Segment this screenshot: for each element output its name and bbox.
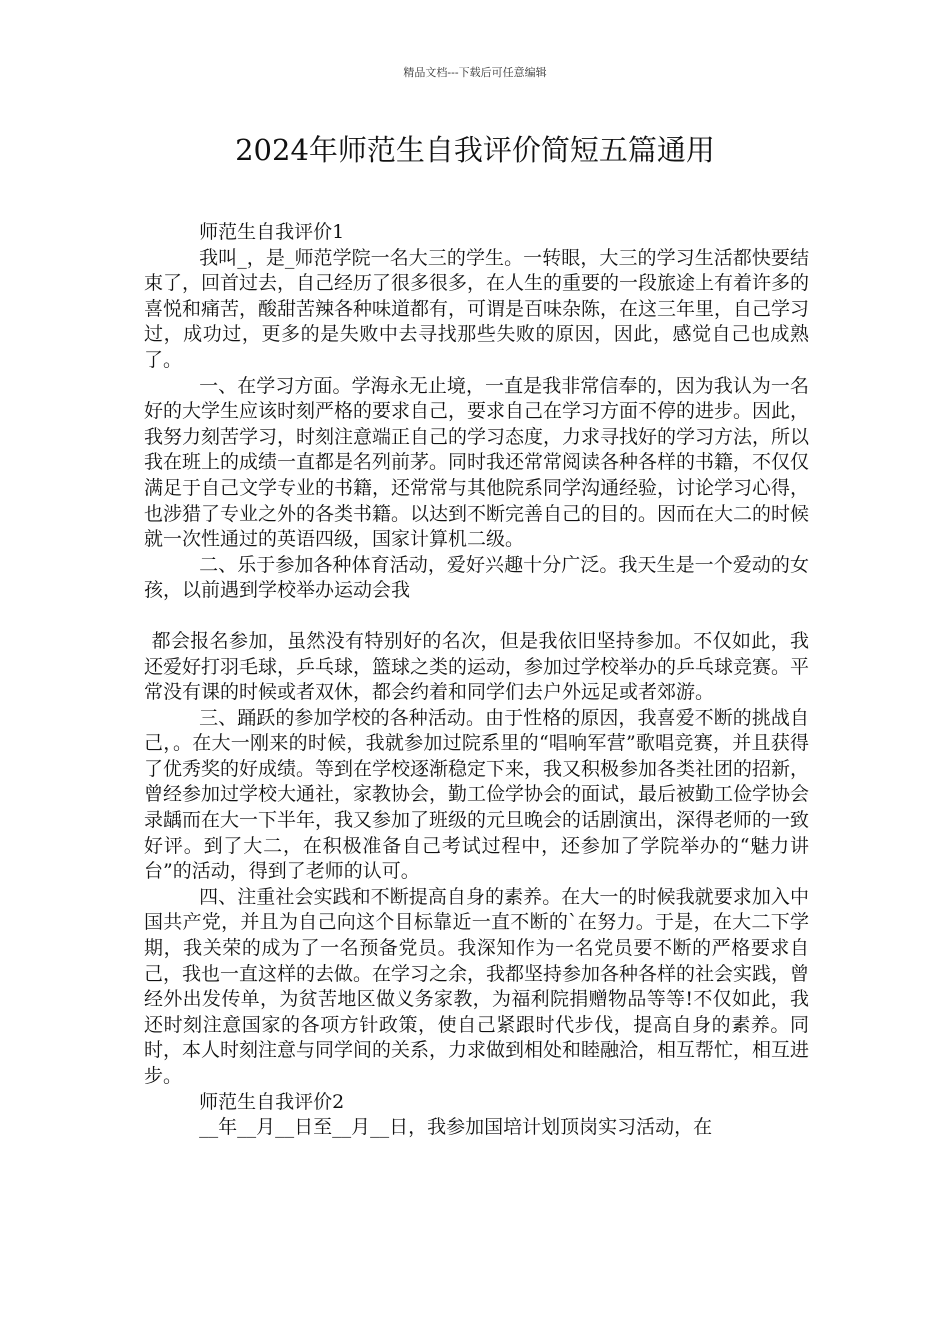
paragraph-practice: 四、注重社会实践和不断提高自身的素养。在大一的时候我就要求加入中国共产党，并且为自己向这个目标靠近一直不断的`在努力。于是，在大二下学期，我关荣的成为了一名预备党员。我深知作为一名党员要不断的严格要求自己，我也一直这样的去做。在学习之余，我都坚持参加各种各样的社会实践，曾经外出发传单，为贫苦地区做义务家教，为福利院捐赠物品等等!不仅如此，我还时刻注意国家的各项方针政策，使自己紧跟时代步伐，提高自身的素养。同时，本人时刻注意与同学间的关系，力求做到相处和睦融洽，相互帮忙，相互进步。 <box>144 885 810 1087</box>
paragraph-break <box>144 604 809 629</box>
document-body <box>144 220 809 1141</box>
section-heading-2: 师范生自我评价2 <box>199 1090 345 1113</box>
document-title: 2024年师范生自我评价简短五篇通用 <box>235 133 715 167</box>
paragraph-intro: 我叫_，是_师范学院一名大三的学生。一转眼，大三的学习生活都快要结束了，回首过去，自己经历了很多很多，在人生的重要的一段旅途上有着许多的喜悦和痛苦，酸甜苦辣各种味道都有，可谓是百味杂陈，在这三年里，自己学习过，成功过，更多的是失败中去寻找那些失败的原因，因此，感觉自己也成熟了。 <box>144 246 810 371</box>
page-header: 精品文档---下载后可任意编辑 <box>403 66 547 79</box>
paragraph-sports: 二、乐于参加各种体育活动，爱好兴趣十分广泛。我天生是一个爱动的女孩，以前遇到学校举办运动会我 <box>144 553 809 602</box>
section-heading-1: 师范生自我评价1 <box>199 221 345 243</box>
paragraph-study: 一、在学习方面。学海永无止境，一直是我非常信奉的，因为我认为一名好的大学生应该时刻严格的要求自己，要求自己在学习方面不停的进步。因此，我努力刻苦学习，时刻注意端正自己的学习态度，力求寻找好的学习方法，所以我在班上的成绩一直都是名列前茅。同时我还常常阅读各种各样的书籍，不仅仅满足于自己文学专业的书籍，还常常与其他院系同学沟通经验，讨论学习心得，也涉猎了专业之外的各类书籍。以达到不断完善自己的目的。因而在大二的时候就一次性通过的英语四级，国家计算机二级。 <box>144 374 810 551</box>
paragraph-sports-continued: 都会报名参加，虽然没有特别好的名次，但是我依旧坚持参加。不仅如此，我还爱好打羽毛球，乒乓球，篮球之类的运动，参加过学校举办的乒乓球竞赛。平常没有课的时候或者双休，都会约着和同学们去户外远足或者郊游。 <box>144 629 810 704</box>
paragraph-internship: __年__月__日至__月__日，我参加国培计划顶岗实习活动，在 <box>199 1116 713 1139</box>
paragraph-activities: 三、踊跃的参加学校的各种活动。由于性格的原因，我喜爱不断的挑战自己，。在大一刚来的时候，我就参加过院系里的“唱响军营”歌唱竞赛，并且获得了优秀奖的好成绩。等到在学校逐渐稳定下来，我又积极参加各类社团的招新，曾经参加过学校大通社，家教协会，勤工俭学协会的面试，最后被勤工俭学协会录龋而在大一下半年，我又参加了班级的元旦晚会的话剧演出，深得老师的一致好评。到了大二，在积极准备自己考试过程中，还参加了学院举办的“魅力讲台”的活动，得到了老师的认可。 <box>144 706 810 883</box>
